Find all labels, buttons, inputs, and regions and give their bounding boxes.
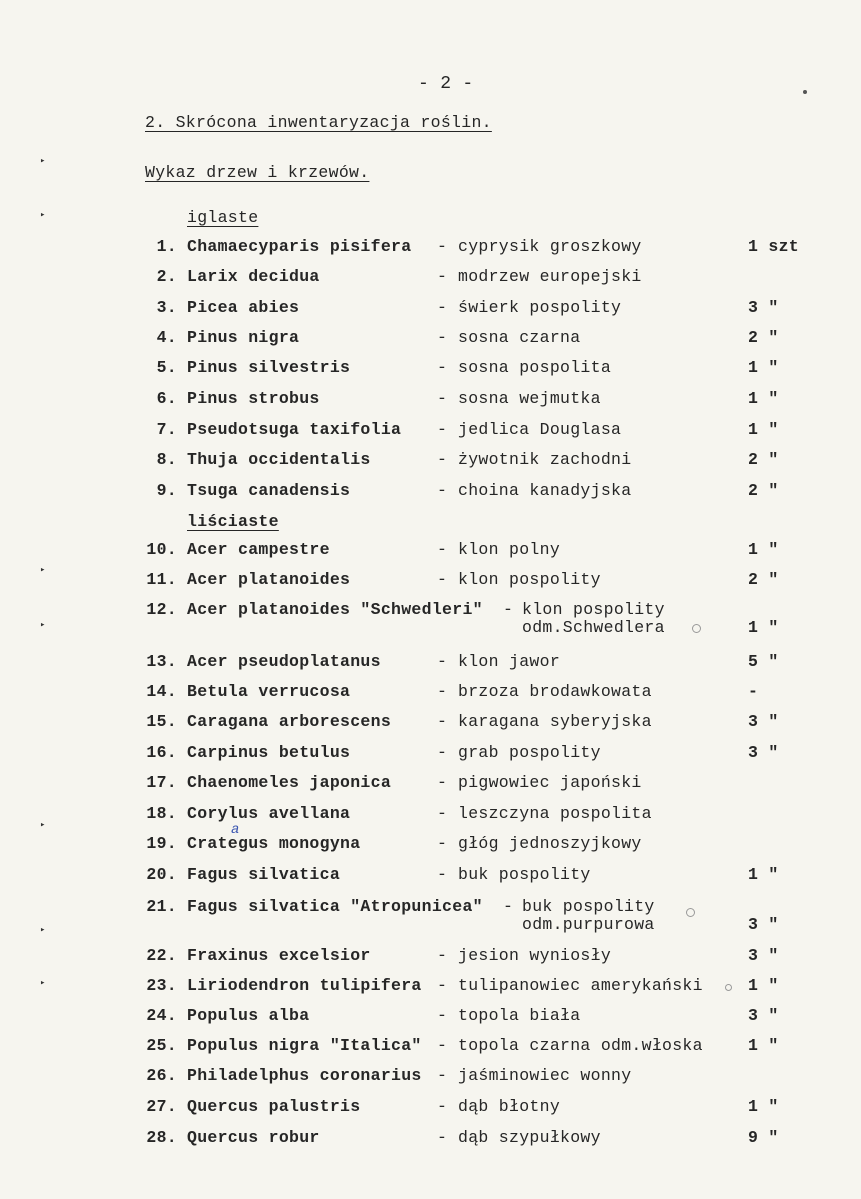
separator-dash: - — [437, 804, 448, 823]
quantity: 5 " — [748, 652, 779, 671]
polish-name: jaśminowiec wonny — [458, 1066, 632, 1085]
table-row — [0, 743, 861, 773]
row-number: 16. — [146, 743, 177, 762]
latin-name: Populus nigra "Italica" — [187, 1036, 422, 1055]
table-row — [0, 773, 861, 803]
row-number: 7. — [156, 420, 177, 439]
table-row — [0, 834, 861, 864]
polish-name: sosna pospolita — [458, 358, 612, 377]
latin-name: Pinus strobus — [187, 389, 320, 408]
row-number: 21. — [146, 897, 177, 916]
quantity: 9 " — [748, 1128, 779, 1147]
quantity: 3 " — [748, 946, 779, 965]
quantity: 2 " — [748, 450, 779, 469]
row-number: 19. — [146, 834, 177, 853]
quantity: 3 " — [748, 712, 779, 731]
group-heading-deciduous: liściaste — [187, 512, 279, 531]
latin-name: Thuja occidentalis — [187, 450, 371, 469]
separator-dash: - — [437, 1128, 448, 1147]
separator-dash: - — [437, 1006, 448, 1025]
latin-name: Populus alba — [187, 1006, 310, 1025]
table-row — [0, 358, 861, 388]
separator-dash: - — [437, 834, 448, 853]
row-number: 27. — [146, 1097, 177, 1116]
quantity: 1 " — [748, 618, 779, 637]
separator-dash: - — [437, 976, 448, 995]
table-row — [0, 1066, 861, 1096]
row-number: 8. — [156, 450, 177, 469]
table-row — [0, 600, 861, 637]
table-row — [0, 540, 861, 570]
row-number: 1. — [156, 237, 177, 256]
row-number: 6. — [156, 389, 177, 408]
polish-name: klon polny — [458, 540, 561, 559]
table-row — [0, 420, 861, 450]
polish-name: topola czarna odm.włoska — [458, 1036, 703, 1055]
polish-name: grab pospolity — [458, 743, 601, 762]
latin-name: Liriodendron tulipifera — [187, 976, 422, 995]
polish-name: cyprysik groszkowy — [458, 237, 642, 256]
page-speck — [803, 90, 807, 94]
separator-dash: - — [437, 946, 448, 965]
table-row — [0, 237, 861, 267]
quantity: 1 " — [748, 976, 779, 995]
polish-name: pigwowiec japoński — [458, 773, 642, 792]
separator-dash: - — [437, 1036, 448, 1055]
separator-dash: - — [503, 897, 514, 916]
polish-name: klon jawor — [458, 652, 561, 671]
table-row — [0, 450, 861, 480]
quantity: 1 szt — [748, 237, 800, 256]
polish-name: klon pospolity — [522, 600, 665, 619]
margin-mark: ▸ — [40, 620, 46, 630]
row-number: 23. — [146, 976, 177, 995]
polish-name: brzoza brodawkowata — [458, 682, 652, 701]
separator-dash: - — [437, 682, 448, 701]
polish-name: sosna czarna — [458, 328, 581, 347]
separator-dash: - — [437, 652, 448, 671]
polish-name: karagana syberyjska — [458, 712, 652, 731]
latin-name: Chamaecyparis pisifera — [187, 237, 412, 256]
latin-name: Quercus palustris — [187, 1097, 361, 1116]
quantity: 3 " — [748, 298, 779, 317]
polish-name: sosna wejmutka — [458, 389, 601, 408]
latin-name: Quercus robur — [187, 1128, 320, 1147]
quantity: - — [748, 682, 759, 701]
quantity: 2 " — [748, 328, 779, 347]
row-number: 25. — [146, 1036, 177, 1055]
quantity: 2 " — [748, 570, 779, 589]
polish-name: klon pospolity — [458, 570, 601, 589]
table-row — [0, 570, 861, 600]
quantity: 1 " — [748, 358, 779, 377]
table-row — [0, 804, 861, 834]
polish-name: modrzew europejski — [458, 267, 642, 286]
row-number: 18. — [146, 804, 177, 823]
separator-dash: - — [437, 298, 448, 317]
separator-dash: - — [437, 328, 448, 347]
latin-name: Betula verrucosa — [187, 682, 351, 701]
latin-name: Fagus silvatica — [187, 865, 341, 884]
quantity: 1 " — [748, 1097, 779, 1116]
quantity: 2 " — [748, 481, 779, 500]
polish-name: tulipanowiec amerykański — [458, 976, 703, 995]
quantity: 3 " — [748, 915, 779, 934]
latin-name: Pseudotsuga taxifolia — [187, 420, 402, 439]
table-row — [0, 298, 861, 328]
polish-name: choina kanadyjska — [458, 481, 632, 500]
separator-dash: - — [437, 540, 448, 559]
row-number: 15. — [146, 712, 177, 731]
quantity: 3 " — [748, 743, 779, 762]
row-number: 11. — [146, 570, 177, 589]
row-number: 20. — [146, 865, 177, 884]
separator-dash: - — [437, 1097, 448, 1116]
table-row — [0, 267, 861, 297]
quantity: 1 " — [748, 1036, 779, 1055]
polish-name: leszczyna pospolita — [458, 804, 652, 823]
table-row — [0, 946, 861, 976]
separator-dash: - — [437, 865, 448, 884]
table-row — [0, 1036, 861, 1066]
separator-dash: - — [437, 237, 448, 256]
page-number: - 2 - — [418, 74, 474, 94]
polish-name: jedlica Douglasa — [458, 420, 622, 439]
separator-dash: - — [437, 420, 448, 439]
separator-dash: - — [437, 1066, 448, 1085]
latin-name: Tsuga canadensis — [187, 481, 351, 500]
separator-dash: - — [437, 743, 448, 762]
latin-name: Philadelphus coronarius — [187, 1066, 422, 1085]
latin-name: Pinus nigra — [187, 328, 300, 347]
table-row — [0, 481, 861, 511]
latin-name: Picea abies — [187, 298, 300, 317]
separator-dash: - — [437, 570, 448, 589]
row-number: 9. — [156, 481, 177, 500]
latin-name: Corylus avellana — [187, 804, 351, 823]
latin-name: Chaenomeles japonica — [187, 773, 392, 792]
margin-mark: ▸ — [40, 565, 46, 575]
separator-dash: - — [437, 267, 448, 286]
separator-dash: - — [437, 773, 448, 792]
separator-dash: - — [503, 600, 514, 619]
separator-dash: - — [437, 358, 448, 377]
latin-name: Crategus monogyna — [187, 834, 361, 853]
separator-dash: - — [437, 389, 448, 408]
row-number: 4. — [156, 328, 177, 347]
quantity: 1 " — [748, 540, 779, 559]
polish-name: buk pospolity — [522, 897, 655, 916]
quantity: 1 " — [748, 389, 779, 408]
latin-name: Fagus silvatica "Atropunicea" — [187, 897, 483, 916]
polish-variety: odm.purpurowa — [522, 915, 655, 934]
margin-mark: ▸ — [40, 978, 46, 988]
table-row — [0, 712, 861, 742]
table-row — [0, 897, 861, 934]
table-row — [0, 1128, 861, 1158]
row-number: 22. — [146, 946, 177, 965]
latin-name: Larix decidua — [187, 267, 320, 286]
table-row — [0, 1006, 861, 1036]
latin-name: Acer platanoides "Schwedleri" — [187, 600, 483, 619]
row-number: 5. — [156, 358, 177, 377]
section-title: 2. Skrócona inwentaryzacja roślin. — [145, 113, 492, 132]
table-row — [0, 389, 861, 419]
pencil-circle-mark — [725, 984, 732, 991]
polish-name: świerk pospolity — [458, 298, 622, 317]
table-row — [0, 1097, 861, 1127]
table-row — [0, 865, 861, 895]
row-number: 3. — [156, 298, 177, 317]
quantity: 1 " — [748, 420, 779, 439]
pencil-circle-mark — [692, 624, 701, 633]
handwritten-correction: a — [231, 822, 240, 838]
separator-dash: - — [437, 481, 448, 500]
polish-variety: odm.Schwedlera — [522, 618, 665, 637]
table-row — [0, 328, 861, 358]
margin-mark: ▸ — [40, 925, 46, 935]
latin-name: Acer pseudoplatanus — [187, 652, 381, 671]
row-number: 14. — [146, 682, 177, 701]
pencil-circle-mark — [686, 908, 695, 917]
polish-name: dąb szypułkowy — [458, 1128, 601, 1147]
table-row — [0, 976, 861, 1006]
margin-mark: ▸ — [40, 156, 46, 166]
group-heading-conifers: iglaste — [187, 208, 259, 227]
polish-name: topola biała — [458, 1006, 581, 1025]
polish-name: głóg jednoszyjkowy — [458, 834, 642, 853]
separator-dash: - — [437, 450, 448, 469]
quantity: 1 " — [748, 865, 779, 884]
latin-name: Pinus silvestris — [187, 358, 351, 377]
row-number: 24. — [146, 1006, 177, 1025]
latin-name: Caragana arborescens — [187, 712, 392, 731]
row-number: 2. — [156, 267, 177, 286]
polish-name: żywotnik zachodni — [458, 450, 632, 469]
row-number: 10. — [146, 540, 177, 559]
margin-mark: ▸ — [40, 820, 46, 830]
row-number: 26. — [146, 1066, 177, 1085]
latin-name: Fraxinus excelsior — [187, 946, 371, 965]
list-subtitle: Wykaz drzew i krzewów. — [145, 163, 370, 182]
row-number: 13. — [146, 652, 177, 671]
polish-name: jesion wyniosły — [458, 946, 612, 965]
table-row — [0, 652, 861, 682]
row-number: 12. — [146, 600, 177, 619]
table-row — [0, 682, 861, 712]
quantity: 3 " — [748, 1006, 779, 1025]
polish-name: dąb błotny — [458, 1097, 561, 1116]
margin-mark: ▸ — [40, 210, 46, 220]
row-number: 17. — [146, 773, 177, 792]
latin-name: Acer platanoides — [187, 570, 351, 589]
separator-dash: - — [437, 712, 448, 731]
latin-name: Carpinus betulus — [187, 743, 351, 762]
latin-name: Acer campestre — [187, 540, 330, 559]
polish-name: buk pospolity — [458, 865, 591, 884]
row-number: 28. — [146, 1128, 177, 1147]
